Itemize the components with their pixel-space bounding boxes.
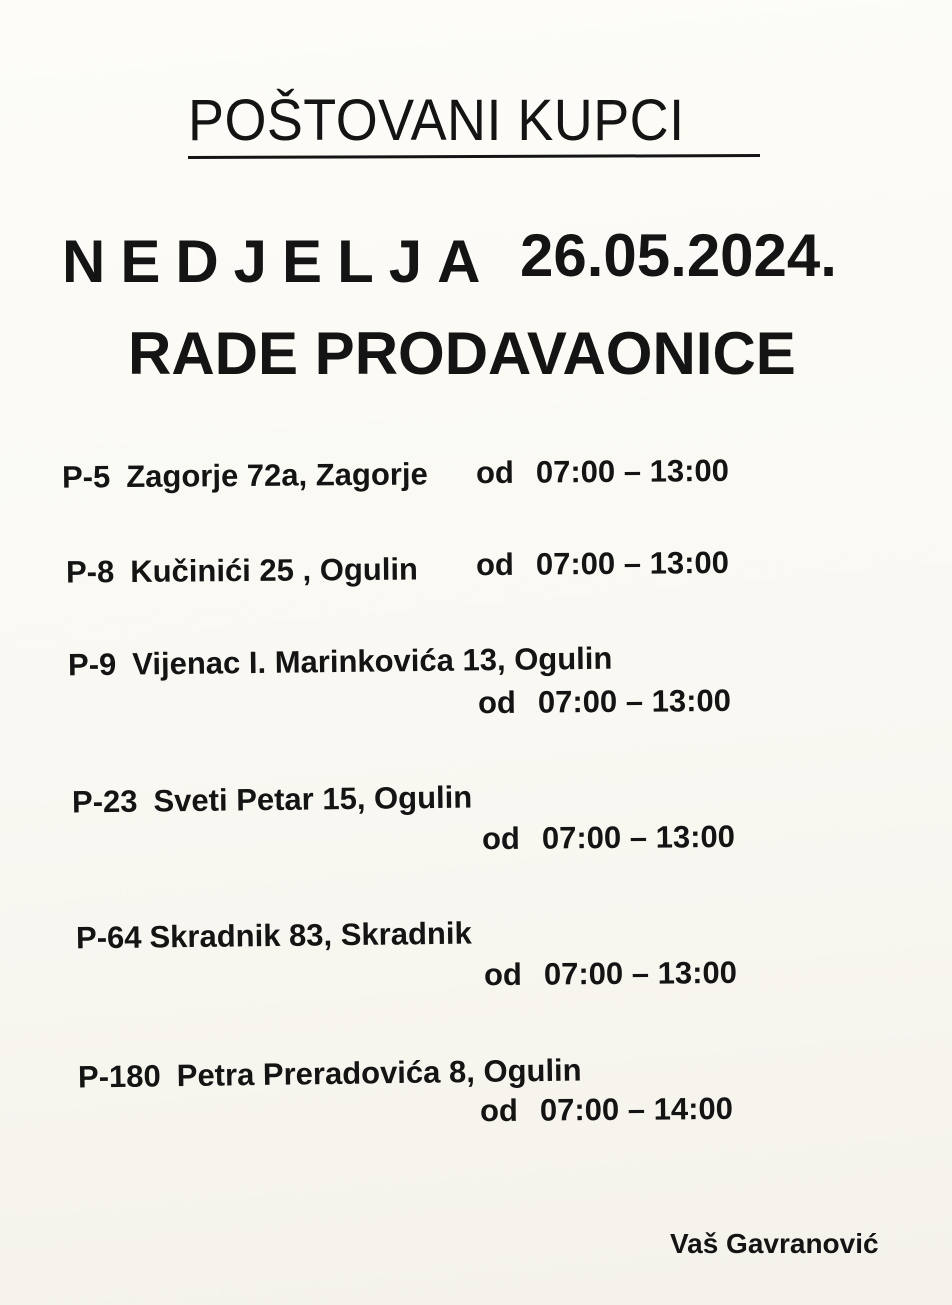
hours-value: 07:00 – 13:00 [535,544,730,582]
store-hours [479,1090,734,1129]
store-address: Sveti Petar 15, Ogulin [153,779,473,819]
store-line [71,779,473,820]
store-line [77,1052,582,1095]
store-code: P-180 [77,1058,161,1095]
notice-heading: POŠTOVANI KUPCI [188,88,685,153]
store-hours [481,818,736,857]
store-code: P-23 [71,783,138,820]
notice-day: NEDJELJA [62,228,496,295]
hours-value: 07:00 – 13:00 [543,954,738,992]
store-line [61,456,428,495]
heading-underline [188,154,760,159]
od-label: od [479,1092,519,1129]
store-hours [475,544,730,583]
notice-date: 26.05.2024. [520,222,837,289]
store-line [65,551,419,590]
store-hours [483,954,738,993]
od-label: od [481,820,521,857]
store-address: Zagorje 72a, Zagorje [126,456,428,495]
hours-value: 07:00 – 14:00 [539,1090,734,1128]
store-address: Vijenac I. Marinkovića 13, Ogulin [132,640,613,682]
hours-value: 07:00 – 13:00 [541,818,736,856]
store-hours [477,682,732,721]
od-label: od [483,956,523,993]
od-label: od [475,546,515,583]
store-code: P-5 [61,459,111,495]
notice-subtitle: RADE PRODAVAONICE [128,320,796,387]
store-address: Kučinići 25 , Ogulin [130,551,419,589]
od-label: od [475,454,515,491]
store-hours [475,452,730,491]
hours-value: 07:00 – 13:00 [537,682,732,720]
store-address: Petra Preradovića 8, Ogulin [176,1052,582,1094]
hours-value: 07:00 – 13:00 [535,452,730,490]
store-code: P-9 [67,646,117,683]
store-address: Skradnik 83, Skradnik [149,915,472,955]
store-line [75,915,472,956]
store-code: P-8 [65,554,115,590]
store-line [67,640,613,683]
signature: Vaš Gavranović [670,1228,879,1259]
store-code: P-64 [75,919,142,956]
od-label: od [477,684,517,721]
